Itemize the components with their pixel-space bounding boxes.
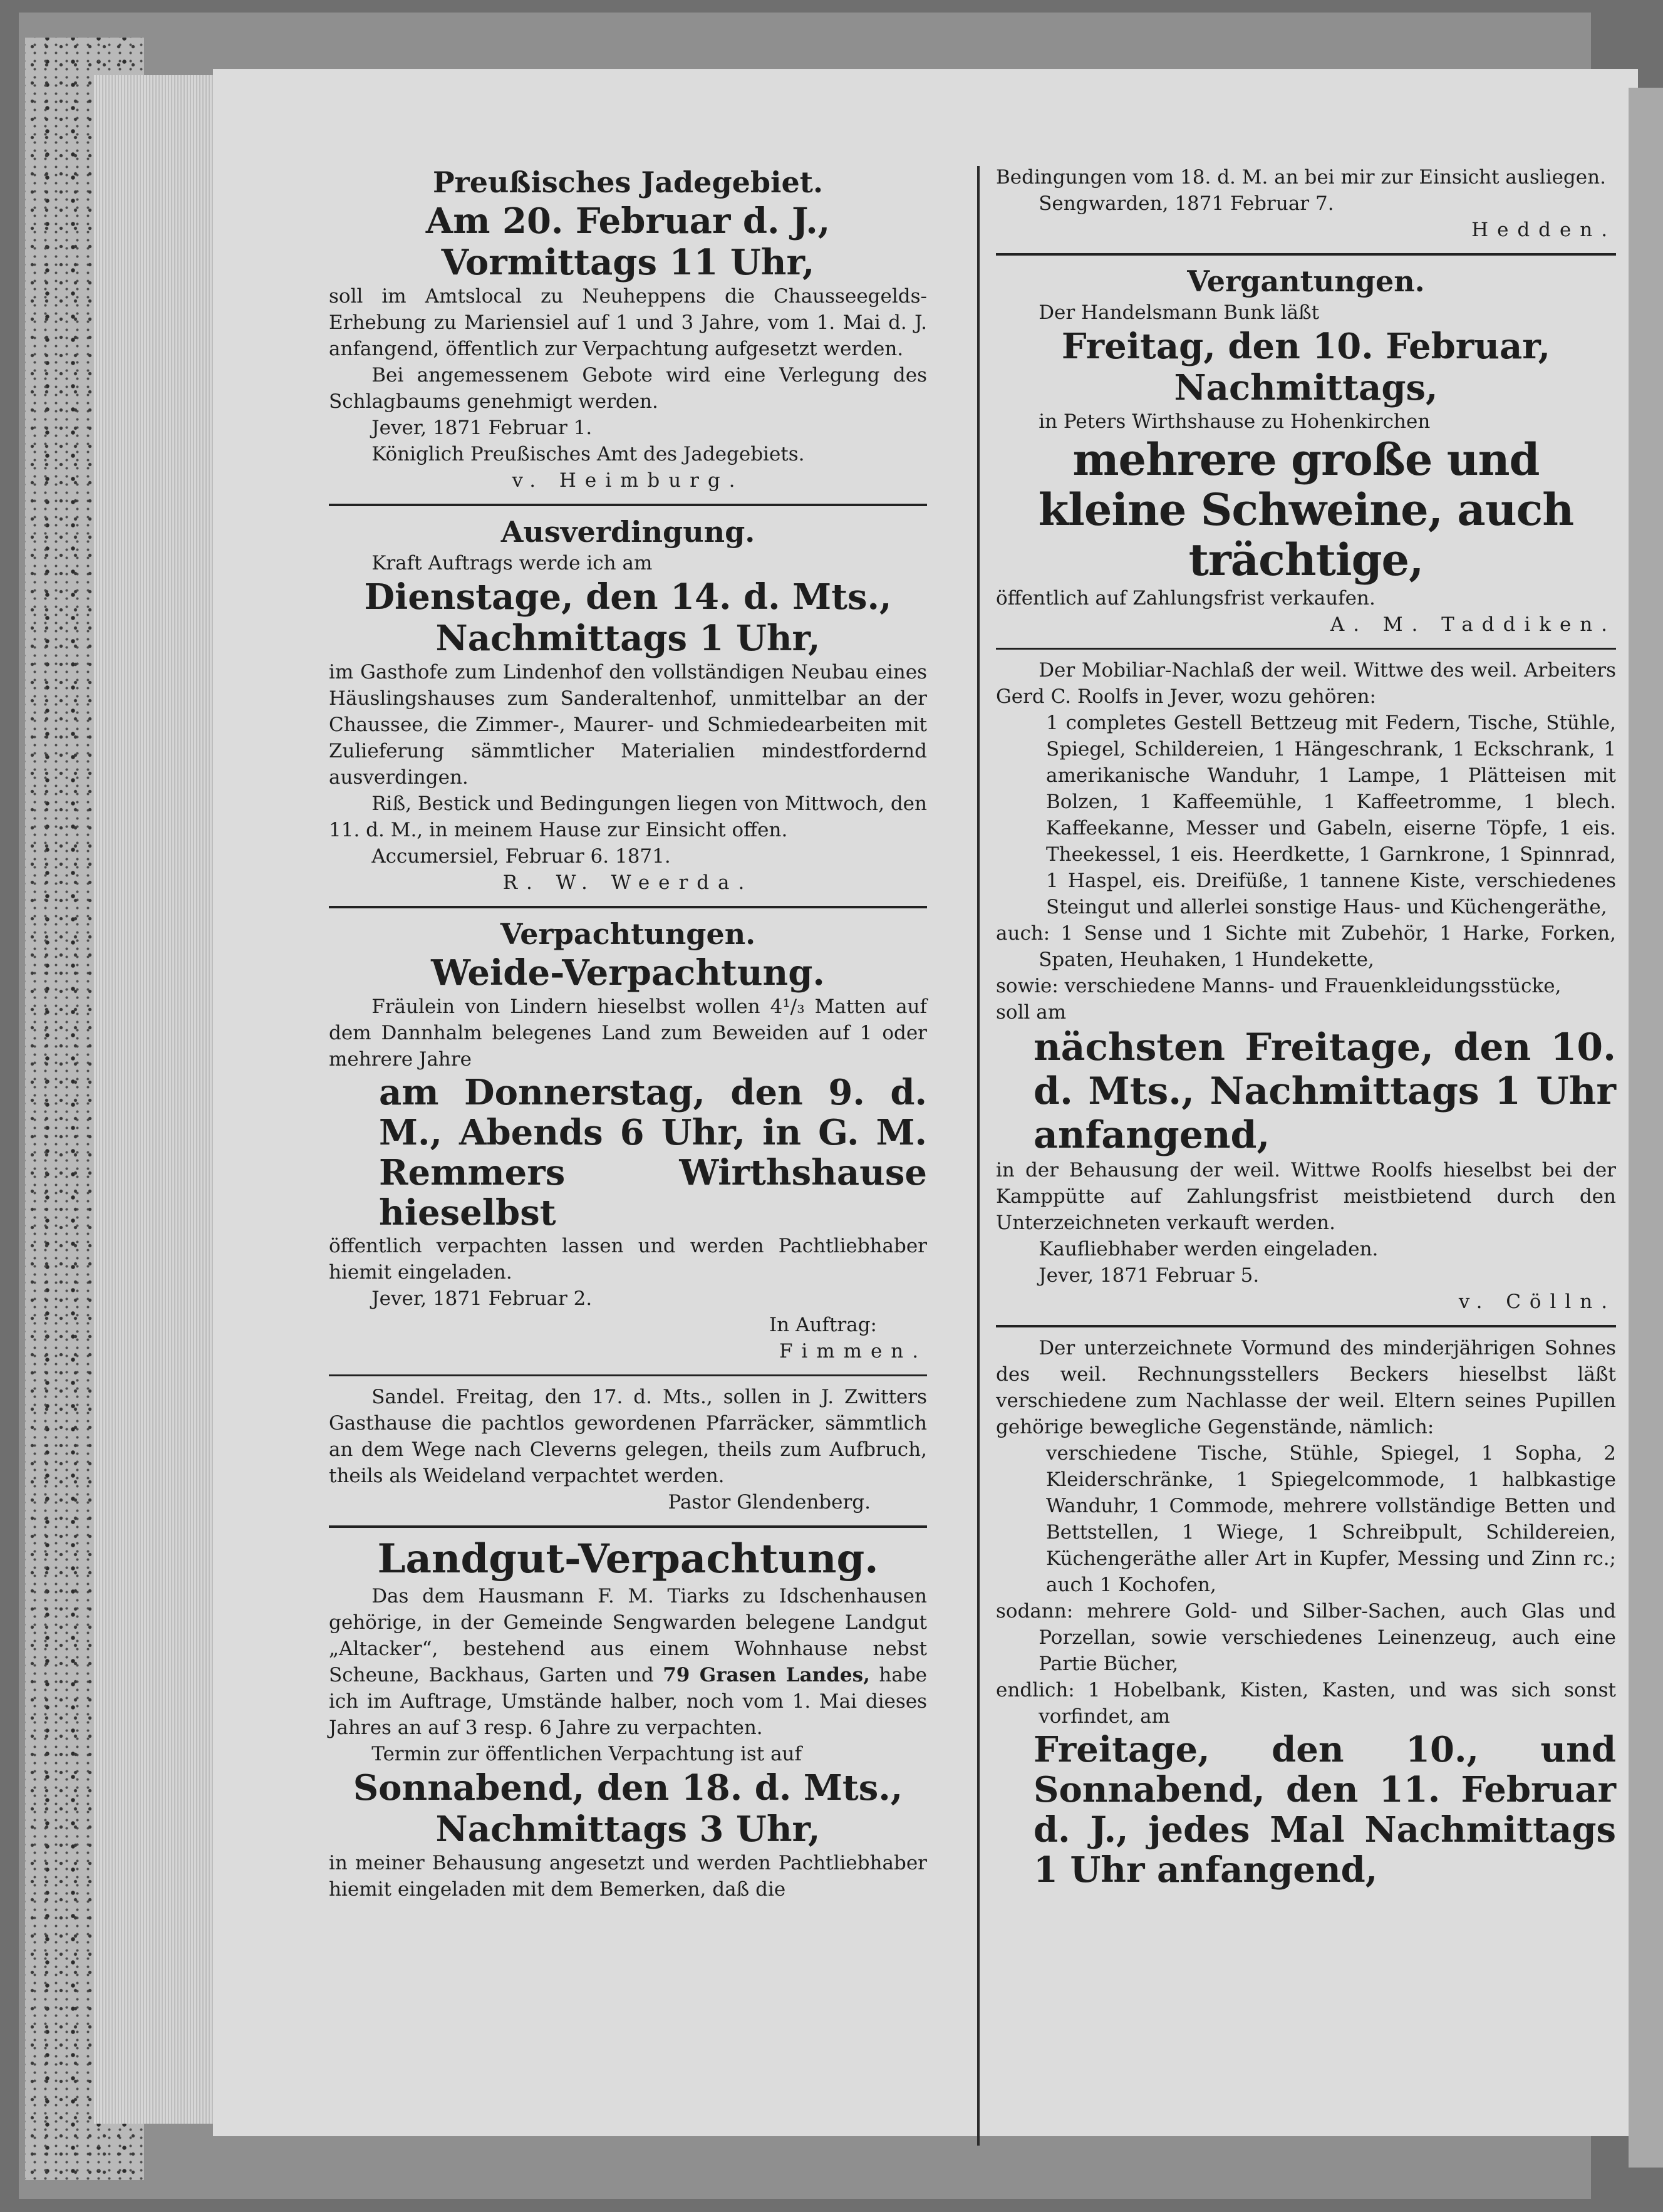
notice-body-cont: habe ich im Auftrage, Umstände halber, noch vom 1. Mai dieses Jahres an auf 3 resp. 6 Jahre zu verpachten. [329,1664,928,1739]
notice-date: Am 20. Februar d. J., [425,200,831,242]
notice-date: am Donnerstag, den 9. d. M., Abends 6 Uhr, in G. M. Remmers Wirthshause hieselbst [379,1072,927,1233]
notice-time: Nachmittags, [1174,367,1438,408]
notice-intro: Der Handelsmann Bunk läßt [1039,301,1320,324]
notice-body: Sandel. Freitag, den 17. d. Mts., sollen in J. Zwitters Gasthause die pachtlos gewordenen Pfarräcker, sämmtlich an dem Wege nach Cleverns gelegen, theils zum Aufbruch, theils als Weideland verpachtet werden. [329,1386,927,1487]
notice-signature: v. Heimburg. [512,469,744,492]
notice-authority: Königlich Preußisches Amt des Jadegebiets. [371,443,805,465]
notice-sandel [329,1384,927,1519]
notice-signature: Fimmen. [779,1340,927,1363]
item-list [996,1440,1616,1598]
section-heading: Verpachtungen. [500,917,756,951]
notice-continuation [996,164,1616,247]
notice-body-2: öffentlich verpachten lassen und werden Pachtliebhaber hiemit eingeladen. [329,1235,927,1284]
notice-signature: R. W. Weerda. [502,871,754,894]
column-divider [977,166,980,2146]
item-list [996,710,1616,920]
notice-time: Vormittags 11 Uhr, [441,242,815,283]
notice-body-2: Termin zur öffentlichen Verpachtung ist auf [371,1743,802,1765]
notice-also: auch: 1 Sense und 1 Sichte mit Zubehör, 1 Harke, Forken, Spaten, Heuhaken, 1 Hundekette, [996,922,1616,971]
notice-body-2: Riß, Bestick und Bedingungen liegen von Mittwoch, den 11. d. M., in meinem Hause zur Einsicht offen. [329,792,927,841]
notice-goods: mehrere große und kleine Schweine, auch trächtige, [1038,434,1574,586]
section-heading: Vergantungen. [1187,264,1425,298]
notice-place-date: Jever, 1871 Februar 1. [371,417,593,439]
separator-rule [996,648,1616,650]
notice-time: Nachmittags 3 Uhr, [435,1809,821,1850]
notice-place-date: Sengwarden, 1871 Februar 7. [1039,192,1334,215]
notice-heading: Preußisches Jadegebiet. [432,165,824,199]
separator-rule [996,1325,1616,1327]
notice-place-date: Jever, 1871 Februar 5. [1039,1264,1260,1287]
separator-rule [329,1374,927,1376]
notice-body-text: Das dem Hausmann F. M. Tiarks zu Idschenhausen gehörige, in der Gemeinde Sengwarden belegene Landgut „Altacker“, bestehend aus einem Wohnhause nebst Scheune, Backhaus, Garten und [329,1585,927,1686]
notice-shall: soll am [996,1001,1067,1024]
notice-place-date: Accumersiel, Februar 6. 1871. [371,845,671,868]
separator-rule [329,504,927,506]
notice-body-2: Bei angemessenem Gebote wird eine Verlegung des Schlagbaums genehmigt werden. [329,364,927,413]
notice-mobiliar-nachlass [996,657,1616,1319]
facing-page-edge [1629,88,1663,2168]
notice-date: nächsten Freitage, den 10. d. Mts., Nachmittags 1 Uhr anfangend, [1034,1026,1616,1157]
notice-body-3: in meiner Behausung angesetzt und werden Pachtliebhaber hiemit eingeladen mit dem Bemerken, daß die [329,1852,927,1901]
notice-vergantungen [996,263,1616,641]
notice-signature: Pastor Glendenberg. [668,1491,871,1514]
notice-ausverdingung [329,514,927,900]
notice-date: Dienstage, den 14. d. Mts., [364,576,892,618]
separator-rule [996,253,1616,256]
notice-place: in Peters Wirthshause zu Hohenkirchen [1039,410,1431,433]
notice-signature: v. Cölln. [1458,1290,1616,1313]
notice-time: Nachmittags 1 Uhr, [435,618,821,659]
notice-heading: Weide-Verpachtung. [431,952,825,994]
notice-body: Fräulein von Lindern hieselbst wollen 4¹/₃ Matten auf dem Dannhalm belegenes Land zum Beweiden auf 1 oder mehrere Jahre [329,995,927,1071]
notice-intro: Der unterzeichnete Vormund des minderjährigen Sohnes des weil. Rechnungsstellers Beckers hieselbst läßt verschiedene zum Nachlasse der weil. Eltern seines Pupillen gehörige bewegliche Gegenstände, nämlich: [996,1337,1616,1438]
page-edges [94,75,225,2124]
separator-rule [329,906,927,908]
separator-rule [329,1525,927,1528]
notice-then: sodann: mehrere Gold- und Silber-Sachen, auch Glas und Porzellan, sowie verschiedenes Leinenzeug, auch eine Partie Bücher, [996,1600,1616,1675]
notice-date: Freitage, den 10., und Sonnabend, den 11. Februar d. J., jedes Mal Nachmittags 1 Uhr anfangend, [1034,1729,1616,1891]
notice-vormund [996,1335,1616,1894]
item-list-text: 1 completes Gestell Bettzeug mit Federn, Tische, Stühle, Spiegel, Schildereien, 1 Hängeschrank, 1 Eckschrank, 1 amerikanische Wanduhr, 1 Lampe, 1 Plätteisen mit Bolzen, 1 Kaffeemühle, 1 Kaffeetromme, 1 blech. Kaffeekanne, Messer und Gabeln, eiserne Töpfe, 1 eis. Theekessel, 1 eis. Heerdkette, 1 Garnkrone, 1 Spinnrad, 1 Haspel, eis. Dreifüße, 1 tannene Kiste, verschiedenes Steingut und allerlei sonstige Haus- und Küchengeräthe, [1046,712,1616,918]
notice-weide-verpachtung [329,916,927,1368]
notice-and: sowie: verschiedene Manns- und Frauenkleidungsstücke, [996,975,1562,997]
notice-heading: Landgut-Verpachtung. [377,1535,879,1582]
item-list-text: verschiedene Tische, Stühle, Spiegel, 1 Sopha, 2 Kleiderschränke, 1 Spiegelcommode, 1 halbkastige Wanduhr, 1 Commode, mehrere vollständige Betten und Bettstellen, 1 Wiege, 1 Schreibpult, Schildereien, Küchengeräthe aller Art in Kupfer, Messing und Zinn rc.; auch 1 Kochofen, [1046,1442,1616,1596]
notice-place-date: Jever, 1871 Februar 2. [371,1287,593,1310]
notice-signature: A. M. Taddiken. [1330,613,1616,636]
notice-heading: Ausverdingung. [500,515,755,549]
notice-body: öffentlich auf Zahlungsfrist verkaufen. [996,587,1375,610]
notice-date: Sonnabend, den 18. d. Mts., [353,1767,903,1809]
notice-date: Freitag, den 10. Februar, [1061,326,1551,367]
notice-body: im Gasthofe zum Lindenhof den vollständigen Neubau eines Häuslingshauses zum Sanderaltenhof, unmittelbar an der Chaussee, die Zimmer-, Maurer- und Schmiedearbeiten mit Zulieferung sämmtlicher Materialien mindestfordernd ausverdingen. [329,661,927,789]
notice-bold-phrase: 79 Grasen Landes, [663,1664,870,1686]
notice-jadegebiet [329,164,927,497]
notice-intro: Kraft Auftrags werde ich am [371,552,653,574]
notice-body: Bedingungen vom 18. d. M. an bei mir zur Einsicht ausliegen. [996,166,1606,189]
notice-body-2: Kaufliebhaber werden eingeladen. [1039,1238,1379,1260]
notice-order: In Auftrag: [769,1314,877,1336]
notice-finally: endlich: 1 Hobelbank, Kisten, Kasten, und was sich sonst vorfindet, am [996,1679,1616,1728]
left-column [329,164,927,1906]
notice-body: soll im Amtslocal zu Neuheppens die Chausseegelds-Erhebung zu Mariensiel auf 1 und 3 Jahre, vom 1. Mai d. J. anfangend, öffentlich zur Verpachtung aufgesetzt werden. [329,285,927,360]
notice-body [329,1583,927,1741]
right-column [996,164,1616,1894]
notice-body: in der Behausung der weil. Wittwe Roolfs hieselbst bei der Kamppütte auf Zahlungsfrist meistbietend durch den Unterzeichneten verkauft werden. [996,1159,1616,1234]
notice-intro: Der Mobiliar-Nachlaß der weil. Wittwe des weil. Arbeiters Gerd C. Roolfs in Jever, wozu gehören: [996,659,1616,708]
notice-landgut [329,1535,927,1906]
notice-signature: Hedden. [1471,219,1616,241]
